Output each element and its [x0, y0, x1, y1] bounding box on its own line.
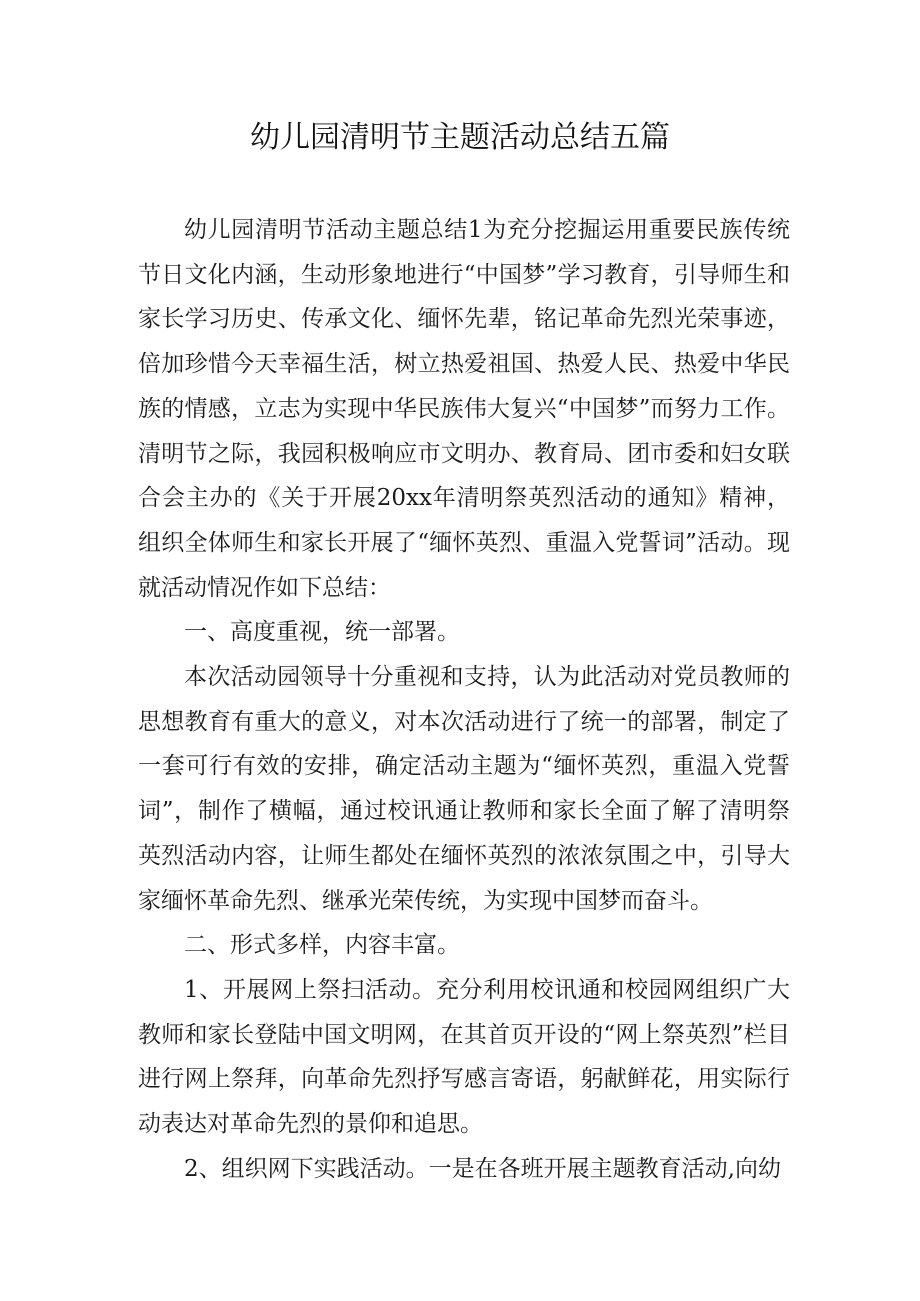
document-title: 幼儿园清明节主题活动总结五篇 [250, 120, 670, 155]
section-heading-1: 一、高度重视，统一部署。 [184, 619, 460, 646]
paragraph-section-1: 本次活动园领导十分重视和支持，认为此活动对党员教师的思想教育有重大的意义，对本次活动进行了统一的部署，制定了一套可行有效的安排，确定活动主题为“缅怀英烈，重温入党誓词”，制作了横幅，通过校讯通让教师和家长全面了解了清明祭英烈活动内容，让师生都处在缅怀英烈的浓浓氛围之中，引导大家缅怀革命先烈、继承光荣传统，为实现中国梦而奋斗。 [138, 664, 790, 914]
paragraph-intro: 幼儿园清明节活动主题总结1为充分挖掘运用重要民族传统节日文化内涵，生动形象地进行“中国梦”学习教育，引导师生和家长学习历史、传承文化、缅怀先辈，铭记革命先烈光荣事迹，倍加珍惜今天幸福生活，树立热爱祖国、热爱人民、热爱中华民族的情感，立志为实现中华民族伟大复兴“中国梦”而努力工作。清明节之际，我园积极响应市文明办、教育局、团市委和妇女联合会主办的《关于开展20xx年清明祭英烈活动的通知》精神，组织全体师生和家长开展了“缅怀英烈、重温入党誓词”活动。现就活动情况作如下总结： [138, 217, 790, 601]
section-heading-2: 二、形式多样，内容丰富。 [184, 932, 460, 959]
paragraph-item-2: 2、组织网下实践活动。一是在各班开展主题教育活动,向幼 [184, 1155, 781, 1182]
document-body [138, 208, 790, 1191]
paragraph-item-1: 1、开展网上祭扫活动。充分利用校讯通和校园网组织广大教师和家长登陆中国文明网，在其首页开设的“网上祭英烈”栏目进行网上祭拜，向革命先烈抒写感言寄语，躬献鲜花，用实际行动表达对革命先烈的景仰和追思。 [138, 976, 790, 1138]
